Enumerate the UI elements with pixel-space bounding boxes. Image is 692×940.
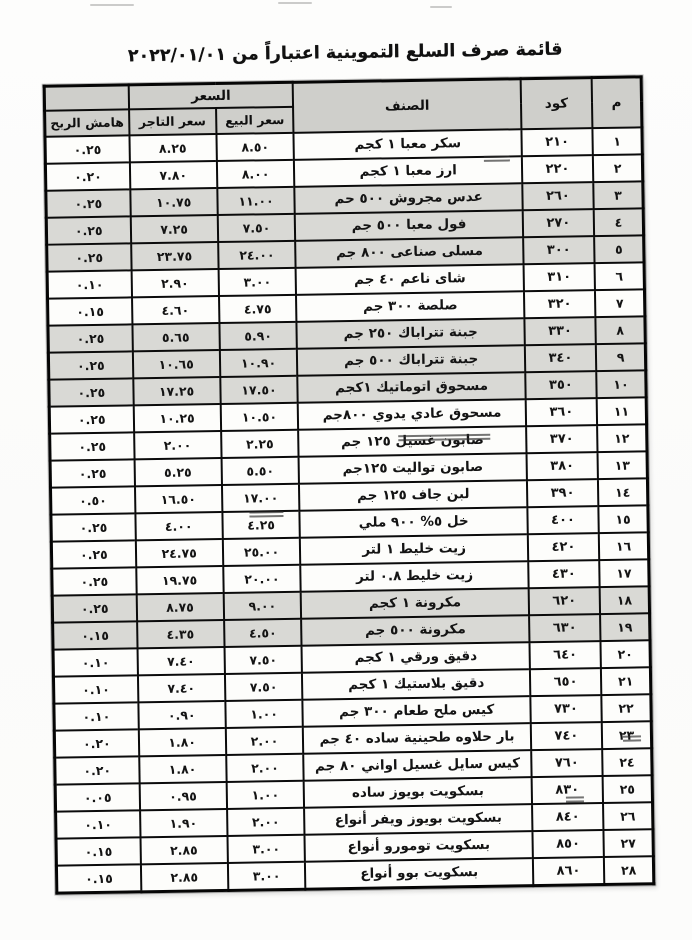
cell-sell: ١٧.٠٠: [222, 484, 300, 512]
cell-no: ٢٠: [601, 640, 651, 668]
cell-sell: ١٠.٥٠: [220, 403, 298, 431]
cell-no: ١: [593, 127, 643, 155]
cell-trader: ٢.٠٠: [134, 431, 221, 459]
cell-trader: ٠.٩٥: [139, 782, 226, 810]
cell-item: مكرونة ١ كجم: [301, 588, 529, 619]
cell-code: ٧٣٠: [530, 695, 602, 723]
cell-trader: ٥.٦٥: [132, 323, 219, 351]
cell-no: ١١: [597, 397, 647, 425]
cell-margin: ٠.٥٠: [50, 486, 135, 514]
cell-no: ٢٣: [602, 721, 652, 749]
cell-trader: ٧.٢٥: [130, 215, 217, 243]
cell-margin: ٠.١٥: [53, 621, 138, 649]
cell-no: ١٥: [598, 505, 648, 533]
cell-code: ٤٢٠: [528, 533, 600, 561]
cell-code: ٤٠٠: [527, 506, 599, 534]
cell-sell: ٤.٥٠: [224, 619, 302, 647]
scan-noise: [566, 796, 584, 802]
cell-no: ٢: [593, 154, 643, 182]
cell-sell: ٢٤.٠٠: [218, 241, 296, 269]
cell-no: ٢٢: [601, 694, 651, 722]
cell-code: ٤٣٠: [528, 560, 600, 588]
cell-sell: ٢٠.٠٠: [223, 565, 301, 593]
cell-margin: ٠.١٠: [47, 270, 132, 298]
header-trader-price: سعر التاجر: [129, 108, 216, 135]
cell-no: ٢٤: [602, 748, 652, 776]
scan-noise: [484, 155, 510, 161]
header-index: م: [592, 77, 642, 128]
cell-code: ٢١٠: [521, 128, 593, 156]
cell-code: ٣٢٠: [524, 290, 596, 318]
cell-no: ٨: [595, 316, 645, 344]
cell-sell: ٧.٥٠: [225, 673, 303, 701]
cell-margin: ٠.٢٥: [48, 324, 133, 352]
cell-code: ٣٦٠: [525, 398, 597, 426]
cell-sell: ٢.٠٠: [226, 754, 304, 782]
cell-code: ٣٧٠: [526, 425, 598, 453]
cell-item: مسحوق عادي يدوي ٨٠٠جم: [298, 399, 526, 430]
header-price-group: السعر: [128, 82, 293, 109]
cell-margin: ٠.٢٥: [51, 540, 136, 568]
cell-no: ٤: [594, 208, 644, 236]
header-profit-margin: هامش الربح: [45, 109, 130, 136]
cell-item: كيس سايل غسيل اواني ٨٠ جم: [304, 750, 532, 781]
cell-trader: ٢.٨٥: [141, 863, 228, 892]
cell-code: ٨٤٠: [532, 803, 604, 831]
cell-sell: ١٠.٩٠: [219, 349, 297, 377]
cell-sell: ٥.٩٠: [219, 322, 297, 350]
cell-sell: ٣.٠٠: [218, 268, 296, 296]
cell-margin: ٠.١٠: [53, 648, 138, 676]
cell-item: عدس مجروش ٥٠٠ حم: [295, 183, 523, 214]
cell-trader: ٢٤.٧٥: [136, 539, 223, 567]
cell-margin: ٠.٢٥: [51, 513, 136, 541]
cell-trader: ١.٩٠: [140, 809, 227, 837]
cell-margin: ٠.٢٥: [48, 351, 133, 379]
cell-item: دقيق ورقي ١ كجم: [302, 642, 530, 673]
cell-trader: ٠.٩٠: [138, 701, 225, 729]
cell-item: صابون غسيل ١٢٥ جم: [299, 426, 527, 457]
cell-code: ٣٠٠: [523, 236, 595, 264]
cell-margin: ٠.٢٥: [50, 459, 135, 487]
cell-sell: ٢.٠٠: [227, 808, 305, 836]
cell-code: ٣١٠: [523, 263, 595, 291]
cell-item: مسحوق اتوماتيك ١كجم: [298, 372, 526, 403]
cell-margin: ٠.١٠: [56, 810, 141, 838]
scan-speck: [90, 4, 134, 6]
cell-margin: ٠.٢٥: [46, 216, 131, 244]
header-margin-spacer: [44, 85, 129, 111]
cell-sell: ٣.٠٠: [227, 862, 305, 891]
cell-item: صلصة ٣٠٠ جم: [296, 291, 524, 322]
cell-sell: ٧.٥٠: [224, 646, 302, 674]
cell-sell: ٨.٠٠: [216, 160, 294, 188]
cell-code: ٣٩٠: [527, 479, 599, 507]
cell-sell: ١٧.٥٠: [220, 376, 298, 404]
cell-code: ٧٤٠: [531, 722, 603, 750]
cell-margin: ٠.٢٥: [49, 378, 134, 406]
cell-sell: ١.٠٠: [226, 781, 304, 809]
cell-margin: ٠.١٥: [56, 864, 141, 893]
cell-item: خل ٥% ٩٠٠ ملي: [300, 507, 528, 538]
cell-code: ٢٧٠: [522, 209, 594, 237]
cell-item: صابون تواليت ١٢٥جم: [299, 453, 527, 484]
cell-trader: ٧.٨٠: [130, 161, 217, 189]
cell-item: ارز معبا ١ كجم: [294, 156, 522, 187]
cell-item: بار حلاوه طحينية ساده ٤٠ جم: [303, 723, 531, 754]
cell-trader: ٨.٢٥: [129, 134, 216, 162]
cell-item: جبنة تتراباك ٥٠٠ جم: [297, 345, 525, 376]
cell-no: ٣: [593, 181, 643, 209]
cell-sell: ٣.٠٠: [227, 835, 305, 863]
cell-no: ١٣: [598, 451, 648, 479]
cell-trader: ٤.٠٠: [135, 512, 222, 540]
cell-item: بسكويت تومورو أنواع: [305, 831, 533, 862]
cell-no: ١٤: [598, 478, 648, 506]
cell-item: شاى ناعم ٤٠ جم: [296, 264, 524, 295]
cell-no: ١٦: [599, 532, 649, 560]
cell-sell: ٢٥.٠٠: [222, 538, 300, 566]
cell-sell: ٤.٢٥: [222, 511, 300, 539]
cell-trader: ١٦.٥٠: [135, 485, 222, 513]
cell-margin: ٠.٢٥: [45, 135, 130, 163]
cell-code: ٨٣٠: [531, 776, 603, 804]
cell-item: سكر معبا ١ كجم: [294, 129, 522, 160]
cell-code: ٣٤٠: [525, 344, 597, 372]
cell-no: ١٧: [599, 559, 649, 587]
cell-margin: ٠.٢٥: [52, 567, 137, 595]
cell-sell: ٢.٠٠: [225, 727, 303, 755]
cell-code: ٦٣٠: [529, 614, 601, 642]
cell-no: ٢٦: [603, 802, 653, 830]
scan-speck: [430, 6, 452, 8]
cell-item: بسكويت بوو أنواع: [305, 858, 533, 889]
cell-item: زيت خليط ١ لتر: [300, 534, 528, 565]
scan-speck: [278, 2, 312, 4]
header-code: كود: [520, 78, 592, 130]
cell-trader: ١٠.٢٥: [133, 404, 220, 432]
cell-margin: ٠.١٠: [54, 702, 139, 730]
cell-no: ٢٧: [604, 829, 654, 857]
cell-trader: ٥.٢٥: [134, 458, 221, 486]
cell-margin: ٠.٢٥: [47, 243, 132, 271]
price-table: [43, 75, 656, 894]
cell-sell: ١.٠٠: [225, 700, 303, 728]
cell-trader: ١.٨٠: [139, 755, 226, 783]
cell-margin: ٠.١٥: [48, 297, 133, 325]
cell-trader: ٧.٤٠: [137, 647, 224, 675]
scan-noise: [249, 511, 283, 518]
cell-trader: ٤.٦٠: [132, 296, 219, 324]
cell-no: ٢١: [601, 667, 651, 695]
cell-margin: ٠.٢٥: [46, 189, 131, 217]
cell-code: ٣٣٠: [524, 317, 596, 345]
cell-sell: ٥.٥٠: [221, 457, 299, 485]
cell-item: لبن جاف ١٢٥ جم: [299, 480, 527, 511]
cell-code: ٢٦٠: [522, 182, 594, 210]
cell-margin: ٠.٢٥: [52, 594, 137, 622]
cell-item: زيت خليط ٠.٨ لتر: [301, 561, 529, 592]
cell-margin: ٠.٢٠: [55, 756, 140, 784]
cell-item: مكرونة ٥٠٠ جم: [302, 615, 530, 646]
cell-trader: ٧.٤٠: [138, 674, 225, 702]
cell-margin: ٠.٠٥: [55, 783, 140, 811]
cell-no: ١٢: [597, 424, 647, 452]
cell-sell: ٨.٥٠: [216, 133, 294, 161]
cell-sell: ٩.٠٠: [223, 592, 301, 620]
cell-item: فول معبا ٥٠٠ جم: [295, 210, 523, 241]
cell-code: ٧٦٠: [531, 749, 603, 777]
cell-sell: ١١.٠٠: [217, 187, 295, 215]
cell-margin: ٠.٢٥: [49, 405, 134, 433]
cell-item: جبنة تتراباك ٢٥٠ جم: [297, 318, 525, 349]
header-row-top: [44, 77, 641, 111]
cell-item: كيس ملح طعام ٣٠٠ جم: [303, 696, 531, 727]
cell-code: ٨٥٠: [532, 830, 604, 858]
cell-item: دقيق بلاستيك ١ كجم: [302, 669, 530, 700]
cell-no: ٩: [596, 343, 646, 371]
cell-trader: ١٠.٧٥: [130, 188, 217, 216]
cell-item: بسكويت بويوز ساده: [304, 777, 532, 808]
header-item: الصنف: [293, 79, 521, 133]
table-header: [44, 77, 642, 137]
table-body: [45, 127, 654, 893]
cell-trader: ٢٣.٧٥: [131, 242, 218, 270]
cell-trader: ١.٨٠: [138, 728, 225, 756]
cell-sell: ٤.٧٥: [219, 295, 297, 323]
cell-trader: ٢.٩٠: [131, 269, 218, 297]
cell-code: ٣٨٠: [526, 452, 598, 480]
cell-no: ٧: [595, 289, 645, 317]
cell-no: ١٨: [600, 586, 650, 614]
cell-margin: ٠.١٥: [56, 837, 141, 865]
cell-item: بسكويت بويوز ويفر أنواع: [305, 804, 533, 835]
cell-margin: ٠.٢٠: [54, 729, 139, 757]
cell-trader: ١٠.٦٥: [133, 350, 220, 378]
cell-code: ٨٦٠: [533, 857, 605, 886]
cell-trader: ٨.٧٥: [136, 593, 223, 621]
cell-no: ٥: [594, 235, 644, 263]
cell-trader: ١٧.٢٥: [133, 377, 220, 405]
cell-margin: ٠.١٠: [53, 675, 138, 703]
cell-sell: ٧.٥٠: [217, 214, 295, 242]
page-title: قائمة صرف السلع التموينية اعتباراً من ٢٠٢٢/٠١/٠١: [127, 39, 563, 67]
header-sell-price: سعر البيع: [216, 107, 294, 134]
cell-item: مسلى صناعى ٨٠٠ جم: [296, 237, 524, 268]
cell-sell: ٢.٢٥: [221, 430, 299, 458]
cell-code: ٦٢٠: [528, 587, 600, 615]
cell-trader: ٤.٣٥: [137, 620, 224, 648]
cell-no: ٢٥: [603, 775, 653, 803]
cell-code: ٢٢٠: [522, 155, 594, 183]
scan-noise: [623, 735, 641, 741]
cell-no: ٦: [595, 262, 645, 290]
cell-no: ٢٨: [604, 856, 654, 884]
cell-trader: ٢.٨٥: [140, 836, 227, 864]
document-sheet: [42, 35, 661, 894]
cell-trader: ١٩.٧٥: [136, 566, 223, 594]
cell-code: ٣٥٠: [525, 371, 597, 399]
cell-margin: ٠.٢٠: [45, 162, 130, 190]
cell-code: ٦٥٠: [530, 668, 602, 696]
cell-no: ١٩: [600, 613, 650, 641]
cell-no: ١٠: [596, 370, 646, 398]
cell-code: ٦٤٠: [529, 641, 601, 669]
cell-margin: ٠.٢٥: [50, 432, 135, 460]
